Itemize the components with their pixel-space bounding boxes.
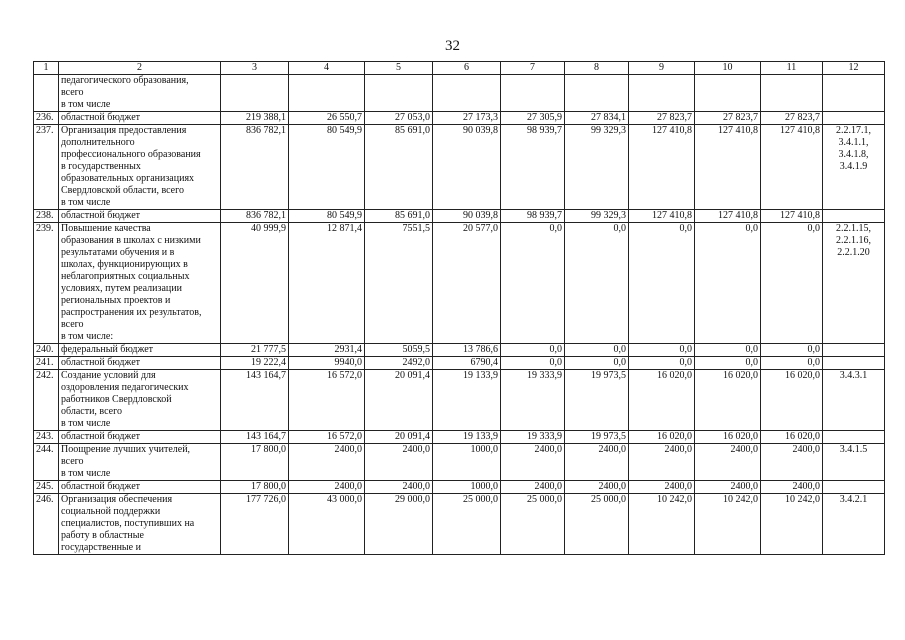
value-cell: 0,0 — [501, 344, 565, 357]
description-line: профессионального образования — [61, 149, 201, 160]
value-cell: 0,0 — [695, 357, 761, 370]
value-cell: 25 000,0 — [565, 494, 629, 555]
value-cell: 43 000,0 — [289, 494, 365, 555]
reference-cell — [823, 112, 885, 125]
value-cell — [433, 75, 501, 112]
column-header: 8 — [565, 62, 629, 75]
value-cell: 0,0 — [629, 344, 695, 357]
value-cell: 127 410,8 — [761, 125, 823, 210]
value-cell: 17 800,0 — [221, 481, 289, 494]
value-cell: 20 091,4 — [365, 370, 433, 431]
description-line: областной бюджет — [61, 431, 141, 442]
value-cell: 99 329,3 — [565, 210, 629, 223]
description-line: Поощрение лучших учителей, — [61, 444, 191, 455]
reference-cell — [823, 431, 885, 444]
value-cell: 20 091,4 — [365, 431, 433, 444]
row-number: 246. — [34, 494, 59, 555]
value-cell: 98 939,7 — [501, 125, 565, 210]
description-line: региональных проектов и — [61, 295, 171, 306]
column-header: 5 — [365, 62, 433, 75]
description-line: в том числе — [61, 468, 111, 479]
reference-line: 3.4.2.1 — [839, 494, 868, 505]
value-cell: 0,0 — [565, 223, 629, 344]
table-row — [34, 370, 885, 431]
value-cell: 98 939,7 — [501, 210, 565, 223]
table-body — [34, 62, 885, 555]
table-row — [34, 125, 885, 210]
value-cell: 0,0 — [761, 223, 823, 344]
value-cell: 27 305,9 — [501, 112, 565, 125]
description-line: распространения их результатов, — [61, 307, 202, 318]
value-cell: 6790,4 — [433, 357, 501, 370]
value-cell: 0,0 — [695, 344, 761, 357]
value-cell: 7551,5 — [365, 223, 433, 344]
reference-cell — [823, 223, 885, 344]
value-cell: 2492,0 — [365, 357, 433, 370]
table-row — [34, 494, 885, 555]
table-row — [34, 344, 885, 357]
value-cell: 2400,0 — [695, 444, 761, 481]
row-description — [59, 494, 221, 555]
reference-cell — [823, 344, 885, 357]
value-cell: 85 691,0 — [365, 210, 433, 223]
value-cell: 27 173,3 — [433, 112, 501, 125]
value-cell: 2400,0 — [365, 444, 433, 481]
column-header: 1 — [34, 62, 59, 75]
description-line: в том числе — [61, 99, 111, 110]
reference-cell — [823, 494, 885, 555]
reference-line: 2.2.1.20 — [837, 247, 870, 258]
value-cell: 127 410,8 — [695, 125, 761, 210]
column-header: 3 — [221, 62, 289, 75]
table-row — [34, 75, 885, 112]
value-cell: 27 053,0 — [365, 112, 433, 125]
value-cell: 2400,0 — [365, 481, 433, 494]
row-description — [59, 357, 221, 370]
value-cell: 127 410,8 — [629, 125, 695, 210]
value-cell — [565, 75, 629, 112]
description-line: Повышение качества — [61, 223, 151, 234]
reference-line: 3.4.3.1 — [839, 370, 868, 381]
reference-cell — [823, 75, 885, 112]
description-line: областной бюджет — [61, 481, 141, 492]
row-description — [59, 223, 221, 344]
reference-cell — [823, 357, 885, 370]
row-description — [59, 444, 221, 481]
value-cell: 2400,0 — [761, 481, 823, 494]
value-cell: 19 973,5 — [565, 431, 629, 444]
page-number: 32 — [445, 38, 460, 54]
value-cell: 2931,4 — [289, 344, 365, 357]
description-line: образовательных организациях — [61, 173, 195, 184]
value-cell: 219 388,1 — [221, 112, 289, 125]
row-description — [59, 344, 221, 357]
value-cell: 0,0 — [501, 223, 565, 344]
table-row — [34, 444, 885, 481]
row-description — [59, 125, 221, 210]
description-line: школах, функционирующих в — [61, 259, 188, 270]
row-number: 238. — [34, 210, 59, 223]
reference-line: 3.4.1.9 — [839, 161, 868, 172]
table-row — [34, 357, 885, 370]
value-cell: 27 834,1 — [565, 112, 629, 125]
budget-table — [33, 61, 885, 555]
value-cell: 9940,0 — [289, 357, 365, 370]
row-description — [59, 210, 221, 223]
value-cell: 19 333,9 — [501, 370, 565, 431]
value-cell: 2400,0 — [695, 481, 761, 494]
row-description — [59, 481, 221, 494]
row-number: 245. — [34, 481, 59, 494]
value-cell: 80 549,9 — [289, 210, 365, 223]
column-header: 12 — [823, 62, 885, 75]
row-number: 239. — [34, 223, 59, 344]
value-cell: 21 777,5 — [221, 344, 289, 357]
value-cell: 99 329,3 — [565, 125, 629, 210]
value-cell: 16 572,0 — [289, 370, 365, 431]
reference-cell — [823, 444, 885, 481]
description-line: Создание условий для — [61, 370, 156, 381]
reference-line: 3.4.1.1, — [838, 137, 869, 148]
description-line: всего — [61, 319, 84, 330]
description-line: областной бюджет — [61, 357, 141, 368]
value-cell: 20 577,0 — [433, 223, 501, 344]
value-cell: 0,0 — [501, 357, 565, 370]
description-line: Организация обеспечения — [61, 494, 173, 505]
value-cell: 19 222,4 — [221, 357, 289, 370]
value-cell: 16 572,0 — [289, 431, 365, 444]
description-line: всего — [61, 456, 84, 467]
reference-line: 2.2.1.15, — [836, 223, 871, 234]
value-cell: 177 726,0 — [221, 494, 289, 555]
description-line: Свердловской области, всего — [61, 185, 184, 196]
column-header: 7 — [501, 62, 565, 75]
value-cell: 27 823,7 — [629, 112, 695, 125]
value-cell: 10 242,0 — [695, 494, 761, 555]
value-cell: 40 999,9 — [221, 223, 289, 344]
column-header: 9 — [629, 62, 695, 75]
reference-cell — [823, 125, 885, 210]
value-cell: 127 410,8 — [695, 210, 761, 223]
value-cell: 19 133,9 — [433, 431, 501, 444]
column-header: 6 — [433, 62, 501, 75]
value-cell: 0,0 — [629, 223, 695, 344]
value-cell: 0,0 — [761, 357, 823, 370]
value-cell — [221, 75, 289, 112]
value-cell: 26 550,7 — [289, 112, 365, 125]
description-line: работников Свердловской — [61, 394, 172, 405]
value-cell: 16 020,0 — [761, 431, 823, 444]
table-row — [34, 481, 885, 494]
description-line: дополнительного — [61, 137, 135, 148]
row-number: 236. — [34, 112, 59, 125]
value-cell: 19 133,9 — [433, 370, 501, 431]
value-cell: 10 242,0 — [761, 494, 823, 555]
value-cell: 16 020,0 — [695, 431, 761, 444]
column-header: 4 — [289, 62, 365, 75]
column-header: 11 — [761, 62, 823, 75]
reference-cell — [823, 481, 885, 494]
value-cell: 836 782,1 — [221, 210, 289, 223]
row-description — [59, 75, 221, 112]
description-line: государственные и — [61, 542, 141, 553]
value-cell: 19 973,5 — [565, 370, 629, 431]
description-line: областной бюджет — [61, 210, 141, 221]
row-number: 241. — [34, 357, 59, 370]
reference-line: 3.4.1.8, — [838, 149, 869, 160]
description-line: в государственных — [61, 161, 141, 172]
table-row — [34, 223, 885, 344]
value-cell: 27 823,7 — [761, 112, 823, 125]
value-cell: 2400,0 — [629, 444, 695, 481]
reference-line: 2.2.1.16, — [836, 235, 871, 246]
value-cell: 80 549,9 — [289, 125, 365, 210]
row-number: 242. — [34, 370, 59, 431]
description-line: в том числе: — [61, 331, 114, 342]
description-line: Организация предоставления — [61, 125, 187, 136]
value-cell — [501, 75, 565, 112]
value-cell: 2400,0 — [289, 444, 365, 481]
value-cell: 2400,0 — [761, 444, 823, 481]
value-cell — [761, 75, 823, 112]
value-cell: 5059,5 — [365, 344, 433, 357]
table-row — [34, 431, 885, 444]
description-line: педагогического образования, — [61, 75, 189, 86]
column-header: 2 — [59, 62, 221, 75]
value-cell: 0,0 — [761, 344, 823, 357]
value-cell: 0,0 — [629, 357, 695, 370]
description-line: в том числе — [61, 197, 111, 208]
value-cell — [695, 75, 761, 112]
description-line: неблагоприятных социальных — [61, 271, 190, 282]
value-cell: 836 782,1 — [221, 125, 289, 210]
value-cell: 27 823,7 — [695, 112, 761, 125]
reference-cell — [823, 210, 885, 223]
value-cell: 25 000,0 — [433, 494, 501, 555]
row-number: 237. — [34, 125, 59, 210]
value-cell: 0,0 — [565, 357, 629, 370]
description-line: федеральный бюджет — [61, 344, 154, 355]
description-line: условиях, путем реализации — [61, 283, 182, 294]
value-cell: 90 039,8 — [433, 125, 501, 210]
value-cell: 2400,0 — [565, 481, 629, 494]
description-line: области, всего — [61, 406, 122, 417]
value-cell: 1000,0 — [433, 481, 501, 494]
value-cell: 127 410,8 — [629, 210, 695, 223]
reference-cell — [823, 370, 885, 431]
value-cell: 12 871,4 — [289, 223, 365, 344]
description-line: специалистов, поступивших на — [61, 518, 195, 529]
value-cell: 10 242,0 — [629, 494, 695, 555]
value-cell: 19 333,9 — [501, 431, 565, 444]
description-line: оздоровления педагогических — [61, 382, 189, 393]
value-cell: 16 020,0 — [629, 431, 695, 444]
description-line: в том числе — [61, 418, 111, 429]
value-cell — [365, 75, 433, 112]
value-cell: 1000,0 — [433, 444, 501, 481]
table-row — [34, 210, 885, 223]
reference-line: 2.2.17.1, — [836, 125, 871, 136]
value-cell: 16 020,0 — [761, 370, 823, 431]
value-cell: 143 164,7 — [221, 431, 289, 444]
table-row — [34, 112, 885, 125]
value-cell: 2400,0 — [565, 444, 629, 481]
value-cell: 2400,0 — [501, 444, 565, 481]
value-cell: 127 410,8 — [761, 210, 823, 223]
value-cell: 2400,0 — [501, 481, 565, 494]
description-line: результатами обучения и в — [61, 247, 175, 258]
row-number: 244. — [34, 444, 59, 481]
column-header: 10 — [695, 62, 761, 75]
row-number — [34, 75, 59, 112]
value-cell: 29 000,0 — [365, 494, 433, 555]
value-cell: 16 020,0 — [629, 370, 695, 431]
description-line: всего — [61, 87, 84, 98]
row-description — [59, 431, 221, 444]
row-number: 240. — [34, 344, 59, 357]
value-cell: 17 800,0 — [221, 444, 289, 481]
value-cell: 143 164,7 — [221, 370, 289, 431]
header-row — [34, 62, 885, 75]
row-number: 243. — [34, 431, 59, 444]
value-cell: 13 786,6 — [433, 344, 501, 357]
description-line: социальной поддержки — [61, 506, 161, 517]
row-description — [59, 112, 221, 125]
value-cell: 0,0 — [695, 223, 761, 344]
row-description — [59, 370, 221, 431]
value-cell: 25 000,0 — [501, 494, 565, 555]
value-cell: 2400,0 — [289, 481, 365, 494]
value-cell: 85 691,0 — [365, 125, 433, 210]
value-cell: 90 039,8 — [433, 210, 501, 223]
description-line: образования в школах с низкими — [61, 235, 201, 246]
reference-line: 3.4.1.5 — [839, 444, 868, 455]
value-cell: 2400,0 — [629, 481, 695, 494]
description-line: работу в областные — [61, 530, 144, 541]
value-cell: 16 020,0 — [695, 370, 761, 431]
description-line: областной бюджет — [61, 112, 141, 123]
value-cell — [289, 75, 365, 112]
value-cell — [629, 75, 695, 112]
value-cell: 0,0 — [565, 344, 629, 357]
